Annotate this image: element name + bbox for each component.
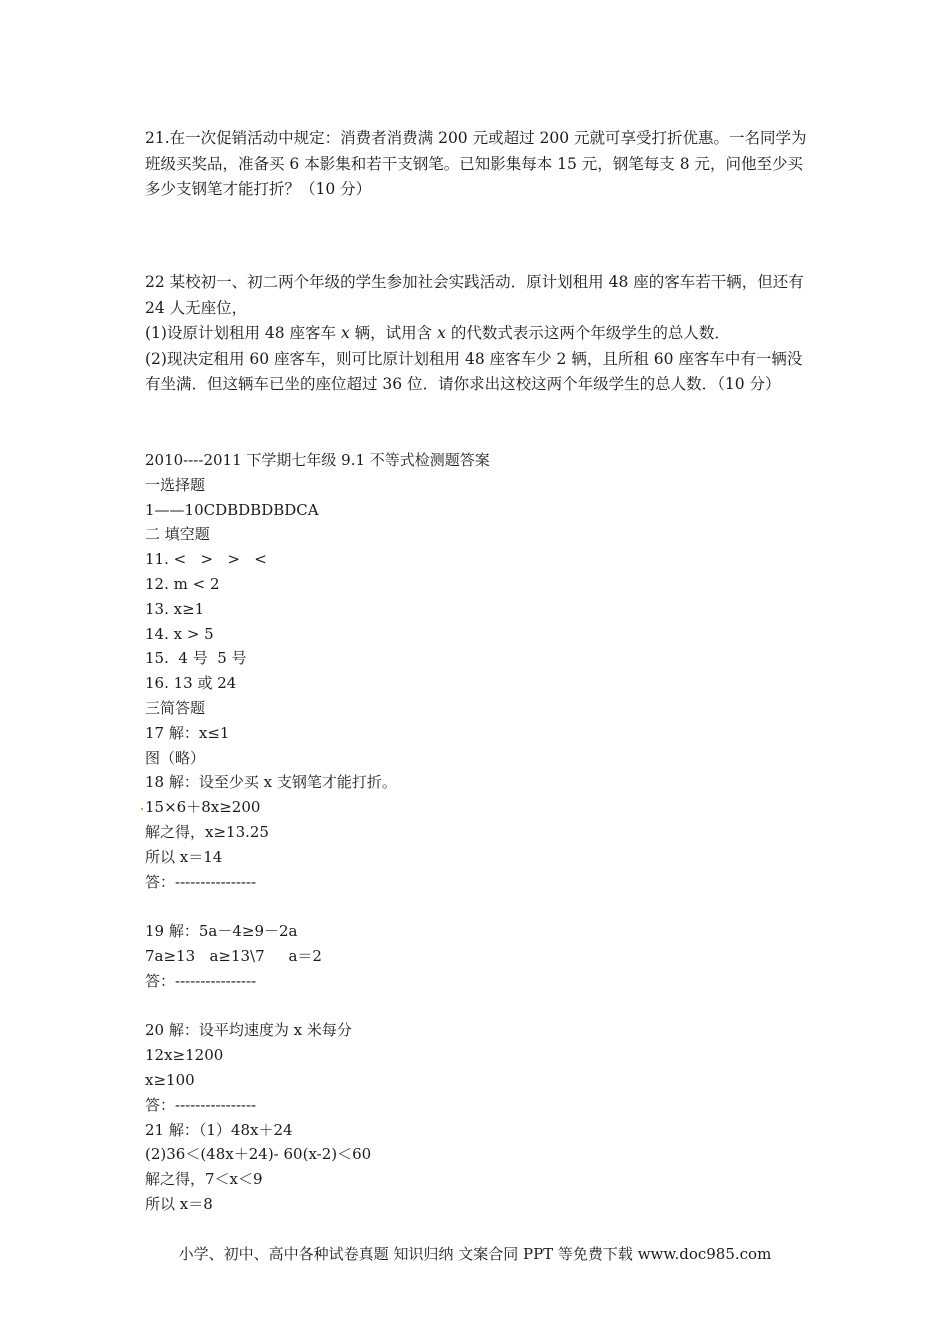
answer-line: 所以 x＝14 bbox=[145, 847, 223, 866]
stray-mark bbox=[141, 808, 143, 810]
answer-line: 21 解：（1）48x＋24 bbox=[145, 1120, 293, 1139]
answer-line: 20 解：设平均速度为 x 米每分 bbox=[145, 1021, 352, 1040]
answer-line: 答：---------------- bbox=[145, 872, 257, 891]
answer-key bbox=[145, 448, 810, 1217]
part1-text-b: 辆，试用含 bbox=[354, 324, 433, 342]
answer-line: 17 解：x≤1 bbox=[145, 723, 230, 742]
answer-line: 15. 4 号 5 号 bbox=[145, 649, 247, 668]
question-21-text: 21.在一次促销活动中规定：消费者消费满 200 元或超过 200 元就可享受打折优惠。一名同学为班级买奖品，准备买 6 本影集和若干支钢笔。已知影集每本 15 元，钢笔每支 8 元，问他至少买多少支钢笔才能打折？（10 分） bbox=[145, 129, 807, 198]
answer-spacer bbox=[145, 894, 810, 919]
answer-line: 11. < > > < bbox=[145, 550, 267, 569]
answer-line: 答：---------------- bbox=[145, 971, 257, 990]
answer-line: 18 解：设至少买 x 支钢笔才能打折。 bbox=[145, 773, 397, 792]
page-footer: 小学、初中、高中各种试卷真题 知识归纳 文案合同 PPT 等免费下载 www.doc985.com bbox=[178, 1245, 772, 1263]
question-21 bbox=[145, 126, 810, 203]
answer-line: 16. 13 或 24 bbox=[145, 674, 237, 693]
answer-line: 答：---------------- bbox=[145, 1095, 257, 1114]
question-22-part1 bbox=[145, 321, 810, 347]
question-22-intro: 22 某校初一、初二两个年级的学生参加社会实践活动．原计划租用 48 座的客车若干辆，但还有 24 人无座位， bbox=[145, 273, 804, 317]
answer-line: (2)36＜(48x＋24)- 60(x-2)＜60 bbox=[145, 1145, 372, 1164]
answer-line: 7a≥13 a≥13\7 a＝2 bbox=[145, 946, 322, 965]
answer-line: 13. x≥1 bbox=[145, 599, 205, 618]
answer-line: 12x≥1200 bbox=[145, 1046, 224, 1065]
answer-line: 一选择题 bbox=[145, 475, 206, 494]
answer-line: 三简答题 bbox=[145, 698, 206, 717]
question-22 bbox=[145, 270, 810, 398]
part1-text-a: (1)设原计划租用 48 座客车 bbox=[145, 324, 337, 342]
answer-line: 图（略） bbox=[145, 748, 206, 767]
answer-line: 所以 x＝8 bbox=[145, 1194, 213, 1213]
part1-text-c: 的代数式表示这两个年级学生的总人数． bbox=[450, 324, 730, 342]
answer-line: 解之得，x≥13.25 bbox=[145, 822, 269, 841]
answer-line: 12. m < 2 bbox=[145, 574, 220, 593]
answer-line: 二 填空题 bbox=[145, 525, 210, 544]
answer-line: 解之得，7＜x＜9 bbox=[145, 1170, 263, 1189]
answer-line: 19 解：5a－4≥9－2a bbox=[145, 922, 298, 941]
part1-variable-x: x bbox=[340, 324, 350, 342]
answer-line: 14. x > 5 bbox=[145, 624, 214, 643]
answer-line: 1——10CDBDBDBDCA bbox=[145, 500, 319, 519]
answer-line: 15×6＋8x≥200 bbox=[145, 798, 261, 817]
question-22-part2: (2)现决定租用 60 座客车，则可比原计划租用 48 座客车少 2 辆，且所租 60 座客车中有一辆没有坐满．但这辆车已坐的座位超过 36 位．请你求出这校这两个年级学生的总人数．（10 分） bbox=[145, 349, 803, 393]
part1-variable-x-2: x bbox=[437, 324, 446, 342]
answer-line: x≥100 bbox=[145, 1070, 195, 1089]
answer-spacer bbox=[145, 994, 810, 1019]
answer-line: 2010----2011 下学期七年级 9.1 不等式检测题答案 bbox=[145, 451, 490, 469]
